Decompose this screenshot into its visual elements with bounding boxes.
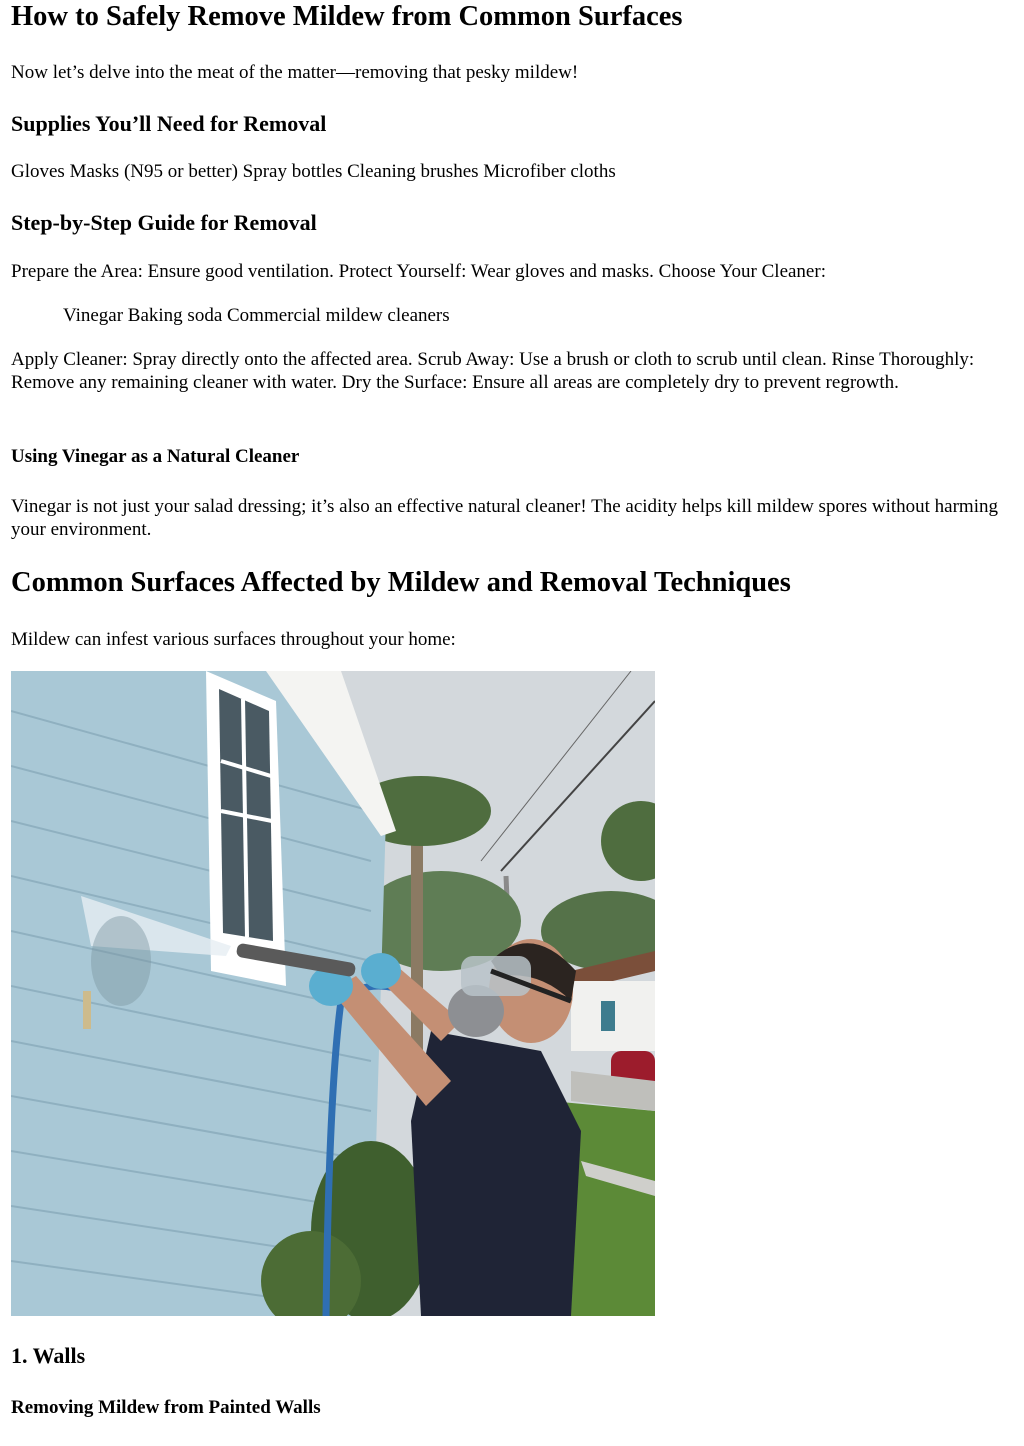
surfaces-intro: Mildew can infest various surfaces throughout your home: <box>11 629 456 650</box>
vinegar-paragraph: Vinegar is not just your salad dressing; it’s also an effective natural cleaner! The acidity helps kill mildew spores without harming your environment. <box>11 496 998 540</box>
page-title: How to Safely Remove Mildew from Common Surfaces <box>11 1 683 32</box>
cleaners-list: Vinegar Baking soda Commercial mildew cleaners <box>63 305 450 326</box>
supplies-list: Gloves Masks (N95 or better) Spray bottles Cleaning brushes Microfiber cloths <box>11 161 616 182</box>
supplies-heading: Supplies You’ll Need for Removal <box>11 111 327 136</box>
walls-heading: 1. Walls <box>11 1343 86 1368</box>
steps-heading: Step-by-Step Guide for Removal <box>11 210 317 235</box>
steps-paragraph-1: Prepare the Area: Ensure good ventilation. Protect Yourself: Wear gloves and masks. Choose Your Cleaner: <box>11 261 826 282</box>
vinegar-heading: Using Vinegar as a Natural Cleaner <box>11 446 300 467</box>
painted-walls-heading: Removing Mildew from Painted Walls <box>11 1397 321 1418</box>
intro-paragraph: Now let’s delve into the meat of the matter—removing that pesky mildew! <box>11 62 579 83</box>
photo-illustration <box>11 671 655 1316</box>
surfaces-heading: Common Surfaces Affected by Mildew and Removal Techniques <box>11 567 791 598</box>
steps-paragraph-2: Apply Cleaner: Spray directly onto the affected area. Scrub Away: Use a brush or cloth to scrub until clean. Rinse Thoroughly: Remove any remaining cleaner with water. Dry the Surface: Ensure all areas are completely dry to prevent regrowth. <box>11 349 975 393</box>
mildew-removal-photo <box>11 671 655 1316</box>
